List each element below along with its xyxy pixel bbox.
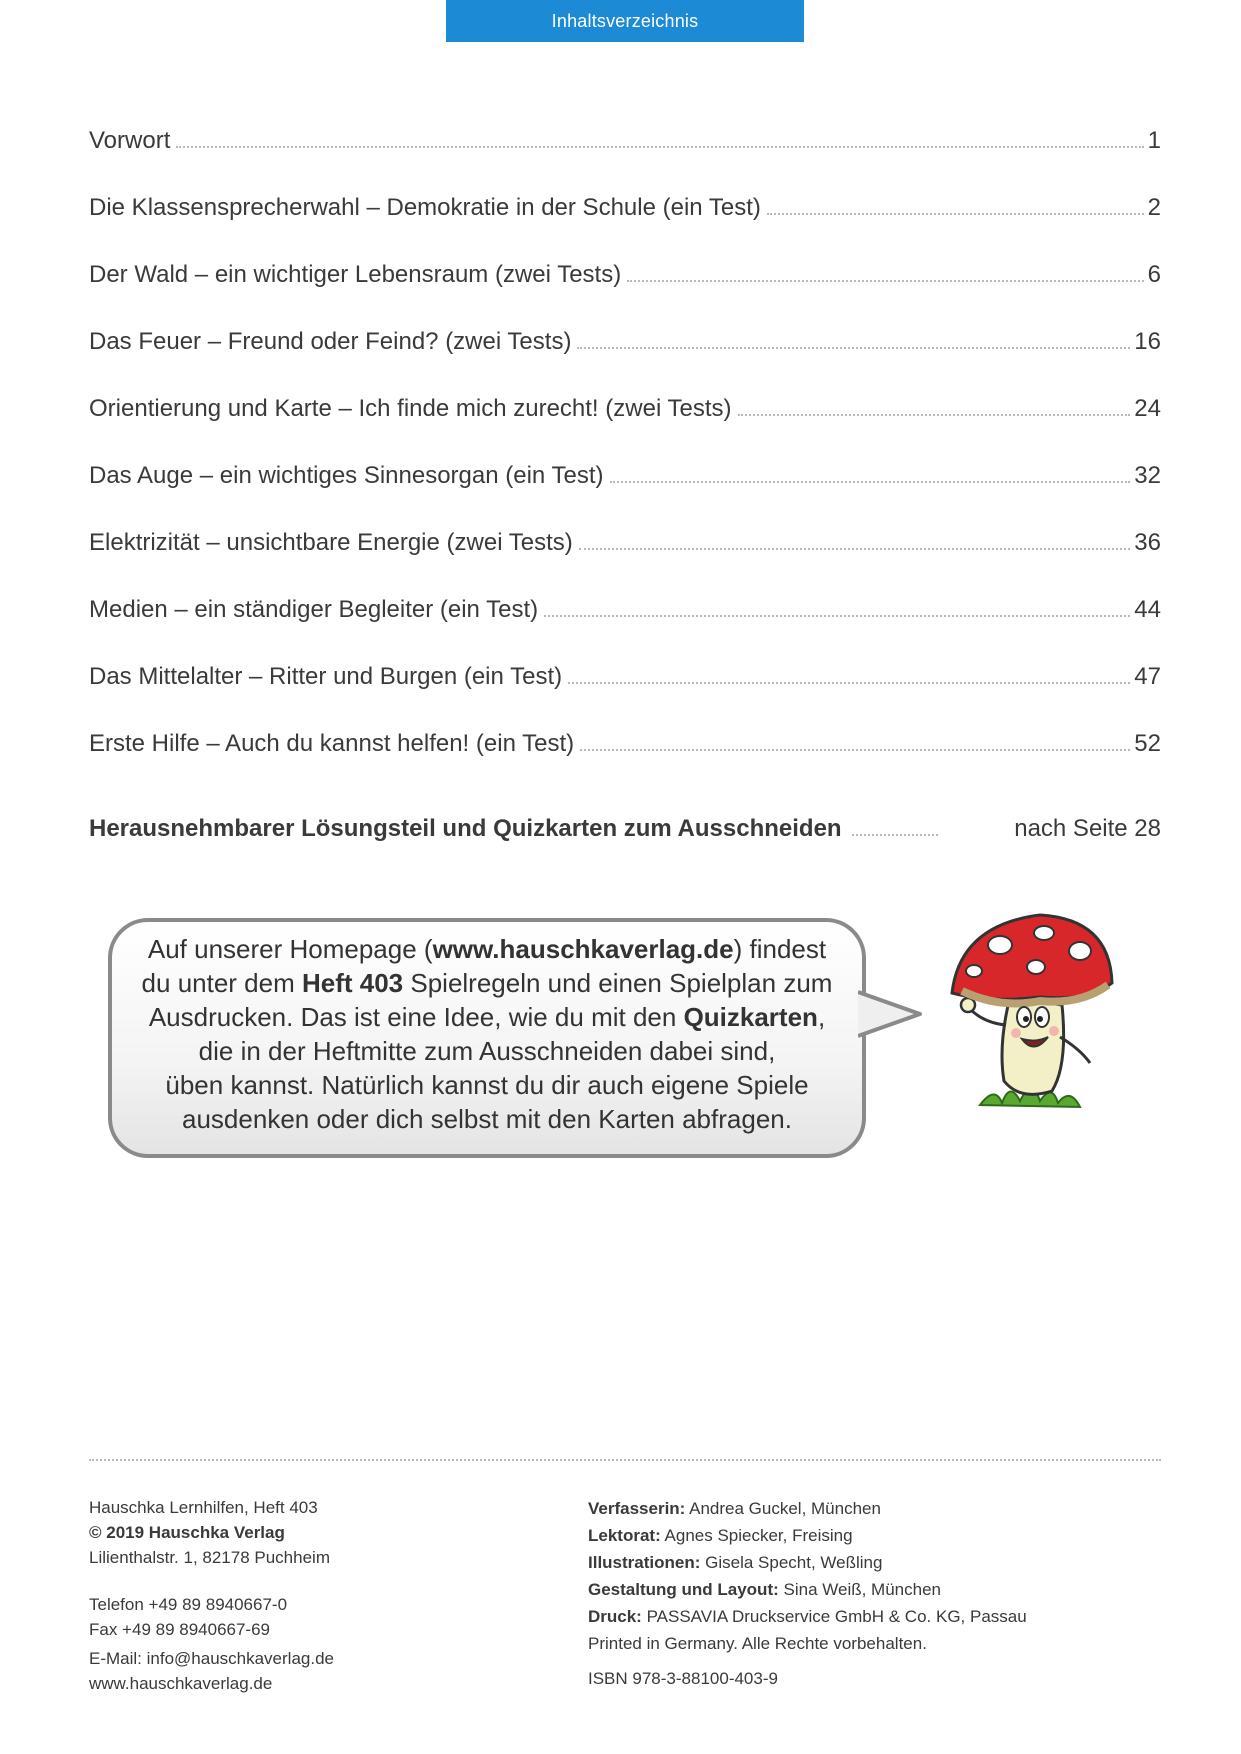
toc-entry [89, 356, 1161, 423]
booklet-number: Heft 403 [301, 968, 404, 998]
footer-divider [89, 1459, 1161, 1461]
print-line: Druck: PASSAVIA Druckservice GmbH & Co. KG, Passau [588, 1607, 1027, 1626]
toc-entry-title: Das Auge – ein wichtiges Sinnesorgan (ein Test) [89, 462, 604, 489]
toc-leader-dots [544, 615, 1130, 617]
toc-entry-page: 2 [1147, 194, 1161, 221]
toc-entry [89, 624, 1161, 691]
toc-entry-page: 52 [1134, 730, 1161, 757]
rights-line: Printed in Germany. Alle Rechte vorbehalten. [588, 1634, 927, 1653]
toc-entry-page: 32 [1134, 462, 1161, 489]
toc-entry-title: Orientierung und Karte – Ich finde mich zurecht! (zwei Tests) [89, 395, 732, 422]
toc-entry-page: 44 [1134, 596, 1161, 623]
toc-entry-page: 6 [1147, 261, 1161, 288]
toc-entry-special [89, 776, 1161, 843]
toc-leader-dots [176, 146, 1143, 148]
toc-entry [89, 88, 1161, 155]
toc-entry-title: Die Klassensprecherwahl – Demokratie in der Schule (ein Test) [89, 194, 761, 221]
imprint-publisher [89, 1495, 334, 1696]
quizcards-term: Quizkarten [683, 1002, 818, 1032]
toc-special-title: Herausnehmbarer Lösungsteil und Quizkarten zum Ausschneiden [89, 815, 842, 842]
homepage-link: www.hauschkaverlag.de [432, 934, 734, 964]
toc-entry [89, 691, 1161, 758]
toc-special-page: nach Seite 28 [1014, 815, 1161, 842]
address-line: Lilienthalstr. 1, 82178 Puchheim [89, 1548, 330, 1567]
illustrations-line: Illustrationen: Gisela Specht, Weßling [588, 1553, 883, 1572]
toc-leader-dots [577, 347, 1130, 349]
toc-entry-title: Das Mittelalter – Ritter und Burgen (ein Test) [89, 663, 563, 690]
toc-leader-dots [579, 548, 1131, 550]
toc-entry-page: 24 [1134, 395, 1161, 422]
design-line: Gestaltung und Layout: Sina Weiß, München [588, 1580, 941, 1599]
toc-entry [89, 490, 1161, 557]
toc-entry-title: Erste Hilfe – Auch du kannst helfen! (ein Test) [89, 730, 575, 757]
mushroom-mascot-icon [940, 905, 1120, 1125]
bubble-text: Auf unserer Homepage (www.hauschkaverlag.de) findest du unter dem Heft 403 Spielregeln und einen Spielplan zum Ausdrucken. Das ist eine Idee, wie du mit den Quizkarten, die in der Heftmitte zum Ausschneiden dabei sind, üben kannst. Natürlich kannst du dir auch eigene Spiele ausdenken oder dich selbst mit den Karten abfragen. [141, 934, 833, 1134]
editor-line: Lektorat: Agnes Spiecker, Freising [588, 1526, 853, 1545]
speech-bubble-pointer [858, 990, 928, 1050]
table-of-contents [89, 88, 1161, 843]
toc-entry-title: Vorwort [89, 127, 171, 154]
toc-entry [89, 155, 1161, 222]
toc-leader-dots [738, 414, 1131, 416]
web-line: www.hauschkaverlag.de [89, 1674, 273, 1693]
toc-entry-page: 16 [1134, 328, 1161, 355]
section-header-tab [446, 0, 804, 42]
toc-entry-page: 47 [1134, 663, 1161, 690]
phone-line: Telefon +49 89 8940667-0 [89, 1595, 288, 1614]
toc-entry-title: Das Feuer – Freund oder Feind? (zwei Tests) [89, 328, 572, 355]
email-line: E-Mail: info@hauschkaverlag.de [89, 1649, 334, 1668]
imprint-credits [588, 1495, 1027, 1692]
series-line: Hauschka Lernhilfen, Heft 403 [89, 1498, 318, 1517]
toc-entry [89, 423, 1161, 490]
fax-line: Fax +49 89 8940667-69 [89, 1620, 271, 1639]
toc-entry-page: 36 [1134, 529, 1161, 556]
toc-entry-title: Medien – ein ständiger Begleiter (ein Test) [89, 596, 539, 623]
copyright-line: © 2019 Hauschka Verlag [89, 1523, 285, 1542]
toc-leader-dots [852, 834, 938, 836]
toc-leader-dots [610, 481, 1131, 483]
toc-leader-dots [580, 749, 1130, 751]
toc-entry-title: Der Wald – ein wichtiger Lebensraum (zwei Tests) [89, 261, 622, 288]
toc-entry [89, 557, 1161, 624]
toc-entry [89, 289, 1161, 356]
toc-leader-dots [767, 213, 1144, 215]
isbn-line: ISBN 978-3-88100-403-9 [588, 1669, 778, 1688]
toc-entry-page: 1 [1147, 127, 1161, 154]
toc-leader-dots [627, 280, 1143, 282]
toc-entry-title: Elektrizität – unsichtbare Energie (zwei Tests) [89, 529, 573, 556]
toc-entry [89, 222, 1161, 289]
section-header-label: Inhaltsverzeichnis [551, 10, 699, 31]
toc-leader-dots [568, 682, 1130, 684]
author-line: Verfasserin: Andrea Guckel, München [588, 1499, 881, 1518]
